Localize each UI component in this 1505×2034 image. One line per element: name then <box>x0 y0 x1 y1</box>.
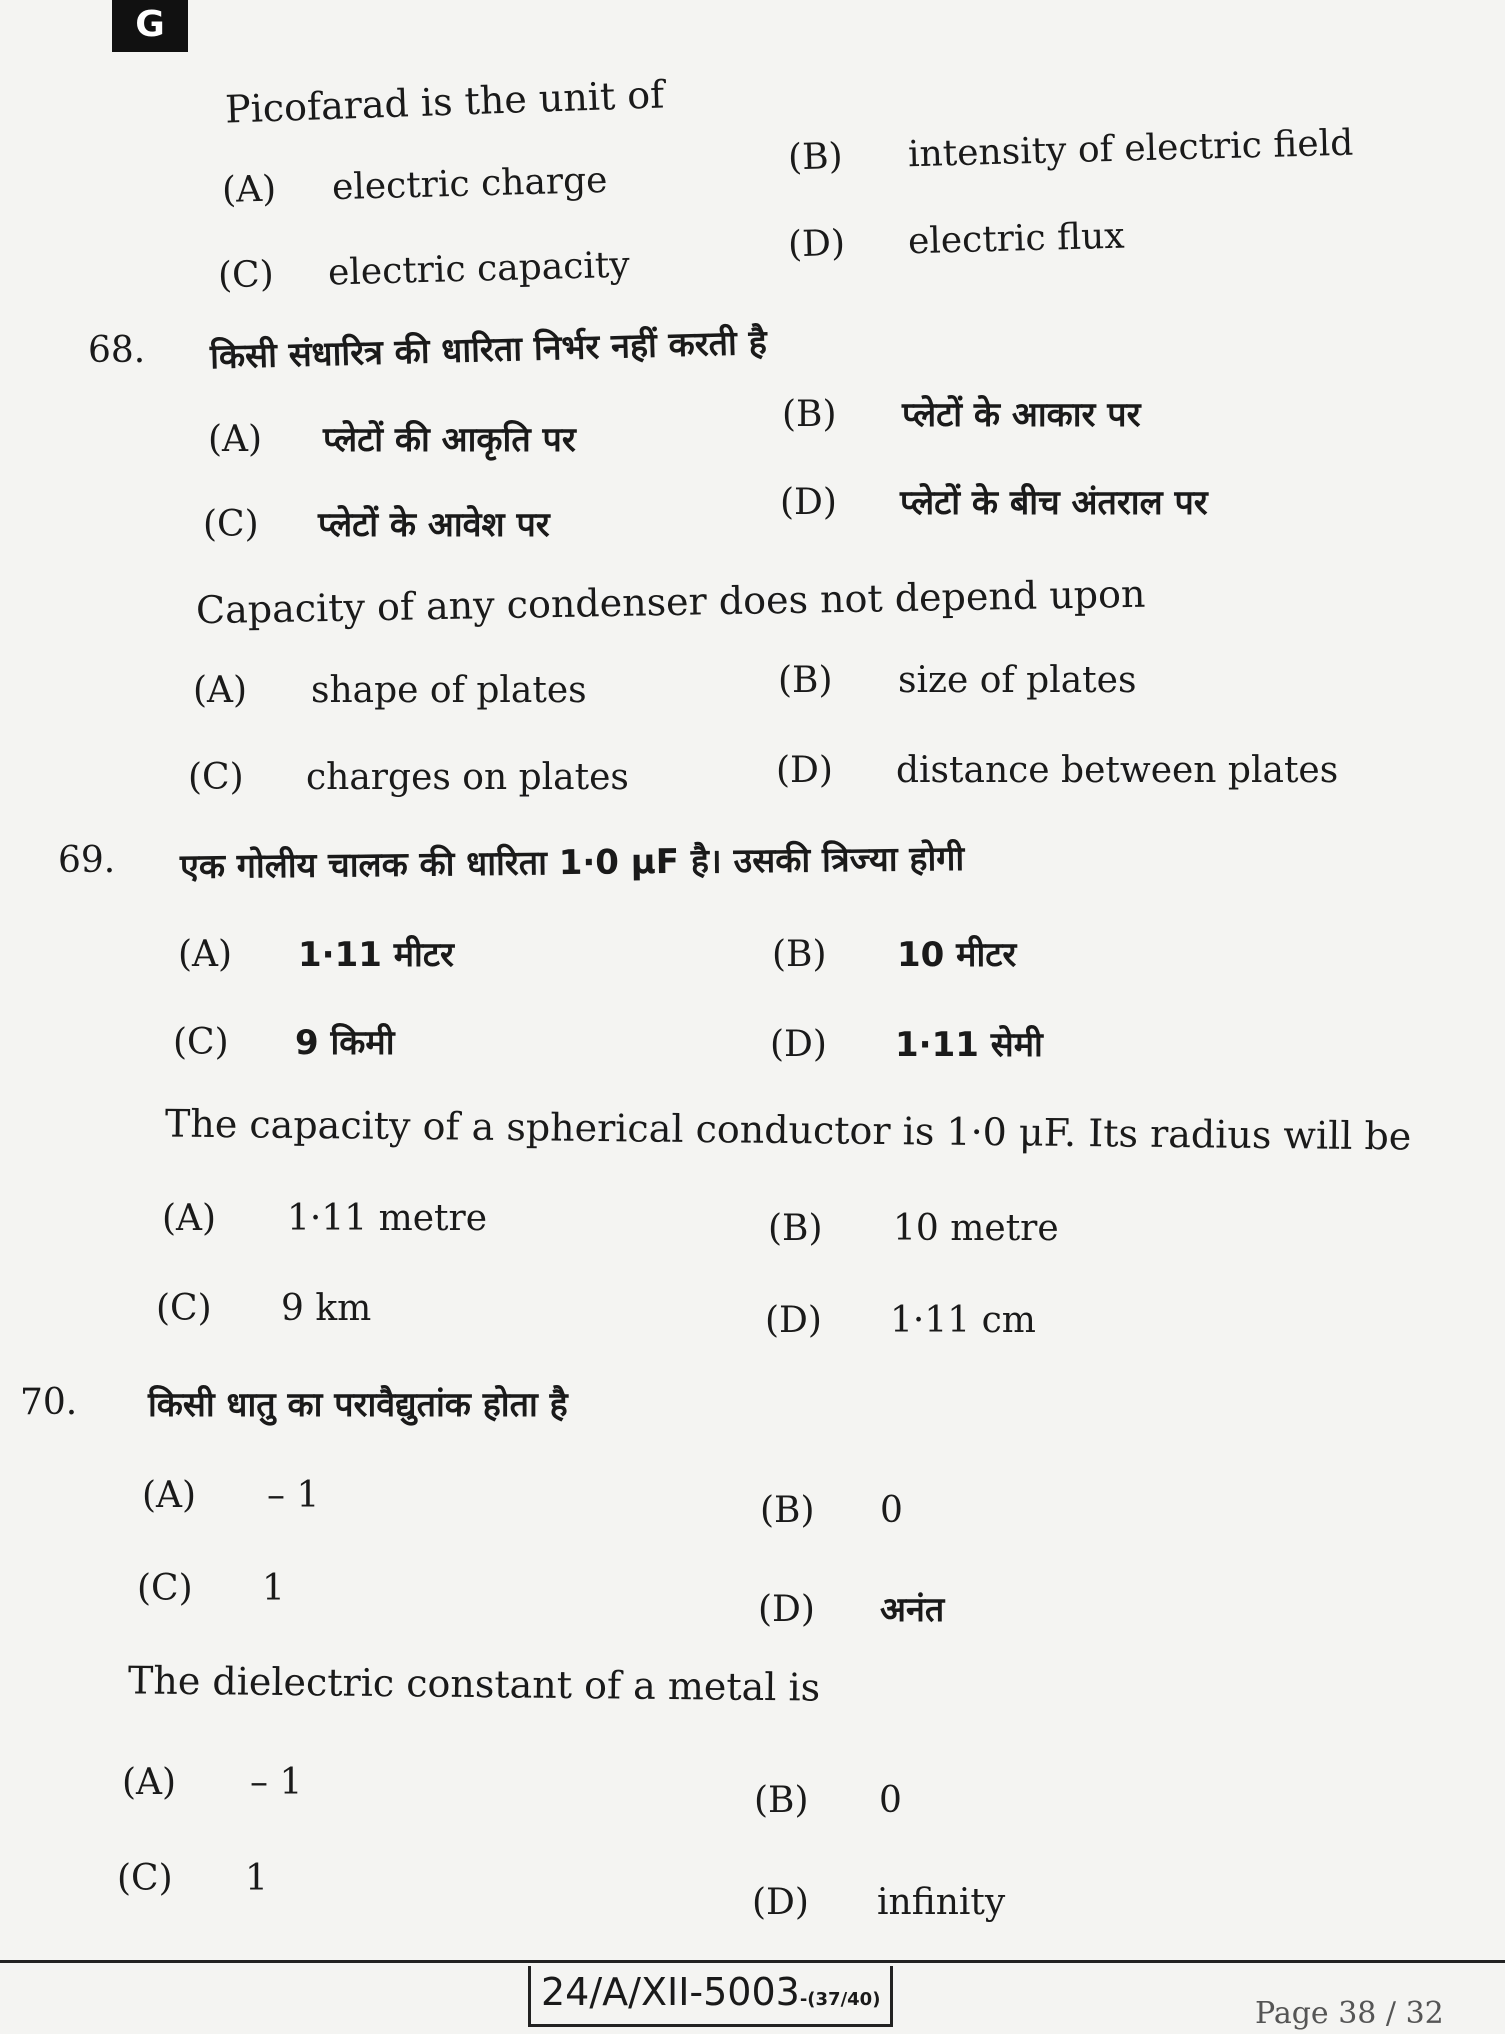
option-label: (C) <box>173 1022 229 1063</box>
option-text: – 1 <box>250 1762 303 1803</box>
q70-stem-en: The dielectric constant of a metal is <box>127 1658 821 1710</box>
q68-stem-hi: किसी संधारित्र की धारिता निर्भर नहीं करती है <box>209 322 768 378</box>
paper-code-suffix: -(37/40) <box>799 1989 881 2010</box>
q69-option-en-b <box>768 1208 1059 1249</box>
q69-option-hi-a <box>178 930 454 976</box>
option-text: 10 मीटर <box>897 935 1017 975</box>
option-label: (D) <box>787 222 846 266</box>
paper-code <box>528 1966 893 2027</box>
option-label: (D) <box>776 750 833 791</box>
option-label: (A) <box>193 670 248 711</box>
q69-option-hi-d <box>770 1020 1043 1066</box>
option-text: distance between plates <box>896 750 1339 791</box>
q69-option-en-d <box>765 1300 1036 1341</box>
q70-stem-hi: किसी धातु का परावैद्युतांक होता है <box>148 1385 568 1425</box>
option-text: प्लेटों के बीच अंतराल पर <box>900 483 1208 523</box>
set-badge: G <box>112 0 188 52</box>
q70-option-en-a <box>122 1762 302 1803</box>
q69-number: 69. <box>58 840 116 881</box>
option-text: 1 <box>245 1858 268 1899</box>
option-label: (D) <box>780 482 837 523</box>
option-label: (A) <box>162 1198 217 1239</box>
q70-option-en-b <box>754 1780 902 1821</box>
q69-stem-hi: एक गोलीय चालक की धारिता 1·0 μF है। उसकी त्रिज्या होगी <box>179 838 965 888</box>
option-label: (C) <box>203 504 259 545</box>
option-text: infinity <box>877 1882 1006 1923</box>
option-text: electric charge <box>331 159 608 209</box>
option-text: प्लेटों के आकार पर <box>902 395 1141 435</box>
option-label: (A) <box>221 168 277 212</box>
q69-stem-en: The capacity of a spherical conductor is 1·0 μF. Its radius will be <box>164 1101 1412 1159</box>
q70-option-hi-a <box>142 1475 319 1516</box>
q67-option-a <box>222 160 608 211</box>
option-text: 9 km <box>281 1288 372 1329</box>
option-label: (C) <box>217 253 275 297</box>
option-text: shape of plates <box>311 670 587 711</box>
option-text: electric capacity <box>327 244 631 294</box>
option-text: intensity of electric field <box>907 122 1354 176</box>
q70-option-en-c <box>117 1858 268 1899</box>
option-label: (B) <box>778 660 833 701</box>
option-label: (B) <box>772 934 827 975</box>
option-text: – 1 <box>267 1475 320 1516</box>
option-text: 1·11 मीटर <box>298 935 454 975</box>
option-text: 1·11 सेमी <box>895 1025 1043 1065</box>
q68-option-en-d <box>776 750 1338 791</box>
q70-option-hi-c <box>137 1568 285 1609</box>
q70-option-en-d <box>752 1882 1005 1923</box>
option-label: (D) <box>770 1024 827 1065</box>
option-label: (D) <box>765 1300 822 1341</box>
paper-code-main: 24/A/XII-5003 <box>541 1970 800 2014</box>
q68-option-hi-d <box>780 478 1208 524</box>
q69-option-en-a <box>162 1198 487 1239</box>
q68-option-hi-b <box>782 390 1141 436</box>
page-number: Page 38 / 32 <box>1255 1996 1444 2031</box>
q68-stem-en: Capacity of any condenser does not depend upon <box>195 571 1146 633</box>
option-text: अनंत <box>880 1590 945 1630</box>
option-label: (C) <box>117 1858 173 1899</box>
q70-option-hi-d <box>758 1585 944 1631</box>
option-text: 1 <box>262 1568 285 1609</box>
footer-divider <box>0 1960 1505 1963</box>
option-text: electric flux <box>907 215 1126 263</box>
q69-option-en-c <box>156 1288 371 1329</box>
option-label: (D) <box>758 1589 815 1630</box>
q67-option-b <box>788 123 1354 179</box>
q68-option-en-b <box>778 660 1136 701</box>
option-label: (D) <box>752 1882 809 1923</box>
option-label: (A) <box>142 1475 197 1516</box>
q68-option-en-a <box>193 670 587 711</box>
q67-stem-en: Picofarad is the unit of <box>224 72 665 132</box>
q68-option-hi-c <box>203 500 550 546</box>
option-label: (C) <box>137 1568 193 1609</box>
option-label: (B) <box>754 1780 809 1821</box>
q68-number: 68. <box>88 330 146 371</box>
q67-option-d <box>788 216 1126 266</box>
option-text: size of plates <box>898 660 1137 701</box>
q70-option-hi-b <box>760 1490 903 1531</box>
option-text: प्लेटों की आकृति पर <box>323 420 576 460</box>
option-text: 10 metre <box>893 1208 1059 1249</box>
option-text: 0 <box>879 1780 902 1821</box>
q70-number: 70. <box>20 1382 78 1423</box>
option-text: 1·11 cm <box>890 1300 1036 1341</box>
option-label: (A) <box>208 419 263 460</box>
option-text: 1·11 metre <box>287 1198 488 1239</box>
q69-option-hi-b <box>772 930 1016 976</box>
option-label: (B) <box>768 1208 823 1249</box>
option-label: (B) <box>787 135 844 179</box>
q69-option-hi-c <box>173 1018 395 1064</box>
option-label: (B) <box>760 1490 815 1531</box>
option-text: charges on plates <box>306 757 629 798</box>
q68-option-hi-a <box>208 415 576 461</box>
q68-option-en-c <box>188 757 629 798</box>
option-label: (C) <box>156 1288 212 1329</box>
option-text: प्लेटों के आवेश पर <box>318 505 550 545</box>
option-label: (A) <box>122 1762 177 1803</box>
q67-option-c <box>218 245 631 297</box>
option-label: (C) <box>188 757 244 798</box>
option-text: 0 <box>880 1490 903 1531</box>
option-label: (A) <box>178 934 233 975</box>
option-label: (B) <box>782 394 837 435</box>
option-text: 9 किमी <box>295 1023 395 1063</box>
